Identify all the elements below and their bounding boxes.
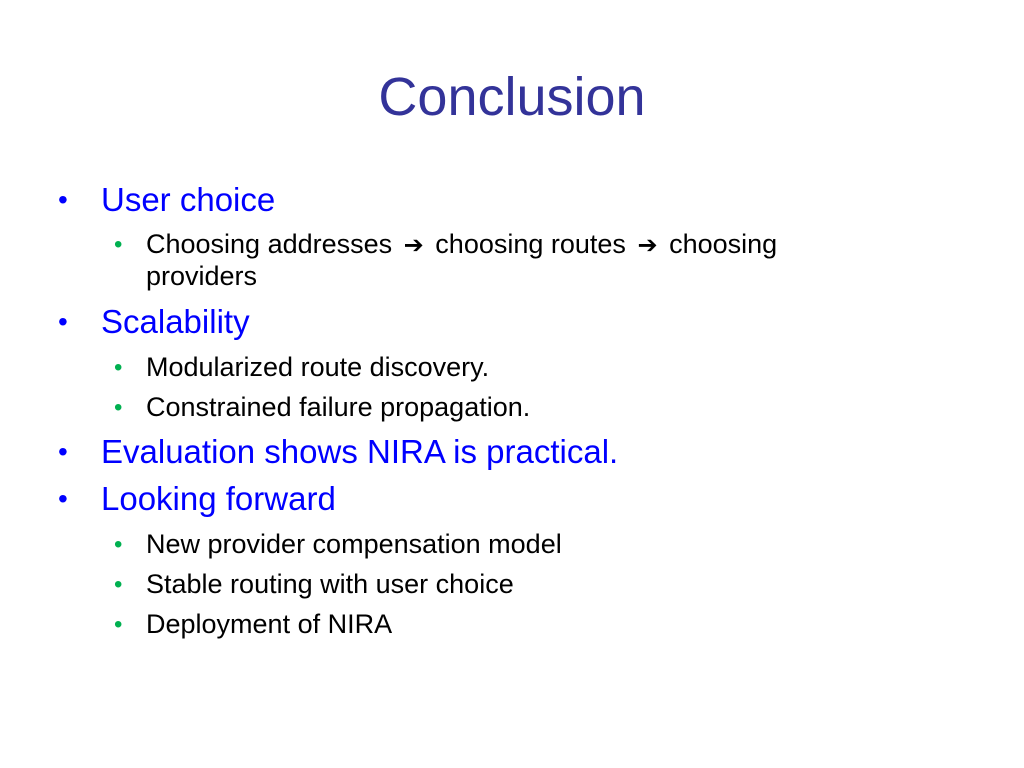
sub-bullet-text: Modularized route discovery.: [146, 352, 490, 382]
arrow-right-icon: ➔: [403, 231, 424, 259]
sub-bullet-constrained: [114, 392, 954, 423]
sub-bullet-modularized: [114, 352, 954, 383]
sub-bullet-dot: •: [114, 611, 123, 638]
bullet-dot: •: [58, 436, 68, 467]
sub-bullet-dot: •: [114, 231, 123, 258]
text-part: Choosing addresses: [146, 229, 393, 259]
sub-bullet-text: [146, 229, 954, 292]
bullet-dot: •: [58, 483, 68, 514]
sub-bullet-text: Constrained failure propagation.: [146, 392, 531, 422]
slide-title: Conclusion: [378, 67, 646, 127]
bullet-text: Evaluation shows NIRA is practical.: [101, 433, 619, 470]
bullet-text: Scalability: [101, 303, 250, 340]
bullet-text: Looking forward: [101, 480, 336, 517]
sub-bullet-choosing: [114, 229, 954, 292]
sub-bullet-text: New provider compensation model: [146, 529, 562, 559]
sub-bullet-stable-routing: [114, 569, 954, 600]
bullet-dot: •: [58, 306, 68, 337]
sub-bullet-compensation: [114, 529, 954, 560]
sub-bullet-dot: •: [114, 354, 123, 381]
sub-bullet-dot: •: [114, 531, 123, 558]
arrow-right-icon: ➔: [637, 231, 658, 259]
text-part: choosing routes: [435, 229, 626, 259]
bullet-text: User choice: [101, 181, 276, 218]
text-part: choosing: [669, 229, 778, 259]
sub-bullet-dot: •: [114, 394, 123, 421]
text-continuation: providers: [146, 261, 258, 291]
sub-bullet-deployment: [114, 609, 954, 640]
sub-bullet-text: Stable routing with user choice: [146, 569, 514, 599]
sub-bullet-text: Deployment of NIRA: [146, 609, 393, 639]
bullet-dot: •: [58, 184, 68, 215]
sub-bullet-dot: •: [114, 571, 123, 598]
